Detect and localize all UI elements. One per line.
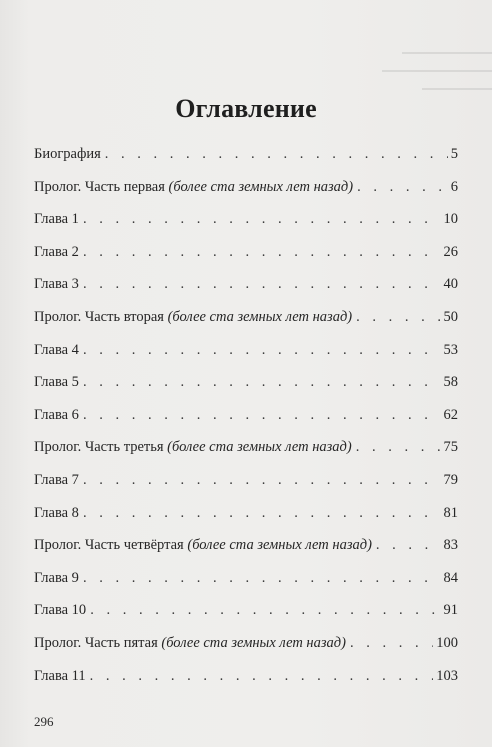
dot-leader (90, 594, 440, 627)
toc-entry-subtitle: (более ста земных лет назад) (167, 439, 352, 456)
toc-entry-page: 103 (436, 667, 458, 684)
toc-entry-label: Глава 9 (34, 569, 79, 586)
toc-entry-label: Пролог. Часть пятая (34, 634, 162, 651)
dot-leader (83, 562, 441, 595)
toc-entry-title (34, 268, 79, 301)
toc-entry (34, 236, 458, 269)
toc-entry-title (34, 529, 372, 562)
toc-entry-label: Пролог. Часть третья (34, 439, 168, 456)
dot-leader (356, 301, 440, 334)
dot-leader (83, 464, 441, 497)
toc-entry-title (34, 562, 79, 595)
toc-entry-title (34, 203, 79, 236)
toc-entry (34, 431, 458, 464)
toc-entry-title (34, 464, 79, 497)
toc-entry-title (34, 366, 79, 399)
toc-entry (34, 301, 458, 334)
toc-entry-page: 50 (443, 308, 458, 325)
toc-entry-page: 84 (443, 569, 458, 586)
toc-entry-page: 10 (443, 211, 458, 228)
page-number: 296 (34, 714, 54, 729)
toc-entry-page: 83 (443, 537, 458, 554)
dot-leader (83, 497, 441, 530)
toc-entry-subtitle: (более ста земных лет назад) (167, 308, 353, 325)
dot-leader (105, 138, 448, 171)
toc-entry-label: Глава 4 (34, 341, 79, 358)
toc-entry-title (34, 138, 101, 171)
toc-entry (34, 138, 458, 171)
toc-entry (34, 562, 458, 595)
toc-entry-title (34, 660, 86, 693)
toc-entry-page: 75 (443, 439, 458, 456)
toc-entry-page: 79 (443, 471, 458, 488)
toc-entry-page: 81 (443, 504, 458, 521)
dot-leader (83, 203, 441, 236)
toc-entry-title (34, 497, 79, 530)
toc-entry-label: Глава 8 (34, 504, 79, 521)
dot-leader (356, 431, 441, 464)
toc-entry-page: 100 (436, 634, 458, 651)
toc-entry-label: Глава 7 (34, 471, 79, 488)
toc-entry-page: 26 (443, 243, 458, 260)
toc-entry-page: 5 (450, 146, 458, 162)
toc-entry-subtitle: (более ста земных лет назад) (187, 537, 372, 554)
toc-entry-label: Глава 2 (34, 243, 79, 260)
dot-leader (83, 366, 441, 399)
show-through-line (382, 70, 492, 72)
toc-entry-title (34, 334, 79, 367)
toc-entry (34, 464, 458, 497)
show-through-line (422, 88, 492, 90)
toc-entry-label: Глава 6 (34, 406, 79, 423)
dot-leader (357, 171, 448, 204)
page-title: Оглавление (175, 94, 317, 123)
dot-leader (90, 660, 434, 693)
toc-entry-page: 58 (443, 374, 458, 391)
toc-entry-title (34, 399, 79, 432)
toc-entry-page: 62 (443, 406, 458, 423)
toc-entry (34, 334, 458, 367)
toc-entry (34, 171, 458, 204)
toc-entry-title (34, 594, 86, 627)
toc-entry-title (34, 431, 352, 464)
toc-entry-title (34, 171, 353, 204)
toc-entry-subtitle: (более ста земных лет назад) (168, 178, 354, 195)
toc-entry-label: Глава 10 (34, 602, 87, 619)
show-through-line (402, 52, 492, 54)
toc-entry-label: Глава 5 (34, 374, 79, 391)
toc-entry (34, 268, 458, 301)
toc-entry-title (34, 301, 352, 334)
toc-entry-label: Глава 1 (34, 211, 79, 228)
dot-leader (376, 529, 441, 562)
toc-entry (34, 660, 458, 693)
toc-entry-label: Глава 11 (34, 667, 86, 684)
toc-entry (34, 594, 458, 627)
toc-entry-page: 91 (443, 602, 458, 619)
dot-leader (83, 236, 441, 269)
table-of-contents (34, 138, 458, 692)
toc-entry (34, 529, 458, 562)
toc-entry-title (34, 627, 346, 660)
toc-entry (34, 399, 458, 432)
toc-entry-page: 53 (443, 341, 458, 358)
dot-leader (350, 627, 433, 660)
toc-entry-page: 40 (443, 276, 458, 293)
toc-entry-subtitle: (более ста земных лет назад) (161, 634, 346, 651)
toc-entry (34, 203, 458, 236)
dot-leader (83, 268, 441, 301)
dot-leader (83, 334, 441, 367)
toc-entry (34, 366, 458, 399)
toc-entry-label: Пролог. Часть вторая (34, 308, 168, 325)
toc-entry-page: 6 (450, 178, 458, 195)
toc-entry-label: Биография (34, 146, 101, 162)
toc-entry (34, 627, 458, 660)
toc-entry-label: Глава 3 (34, 276, 79, 293)
toc-entry-label: Пролог. Часть первая (34, 178, 169, 195)
toc-entry-title (34, 236, 79, 269)
dot-leader (83, 399, 441, 432)
toc-entry (34, 497, 458, 530)
toc-entry-label: Пролог. Часть четвёртая (34, 537, 188, 554)
